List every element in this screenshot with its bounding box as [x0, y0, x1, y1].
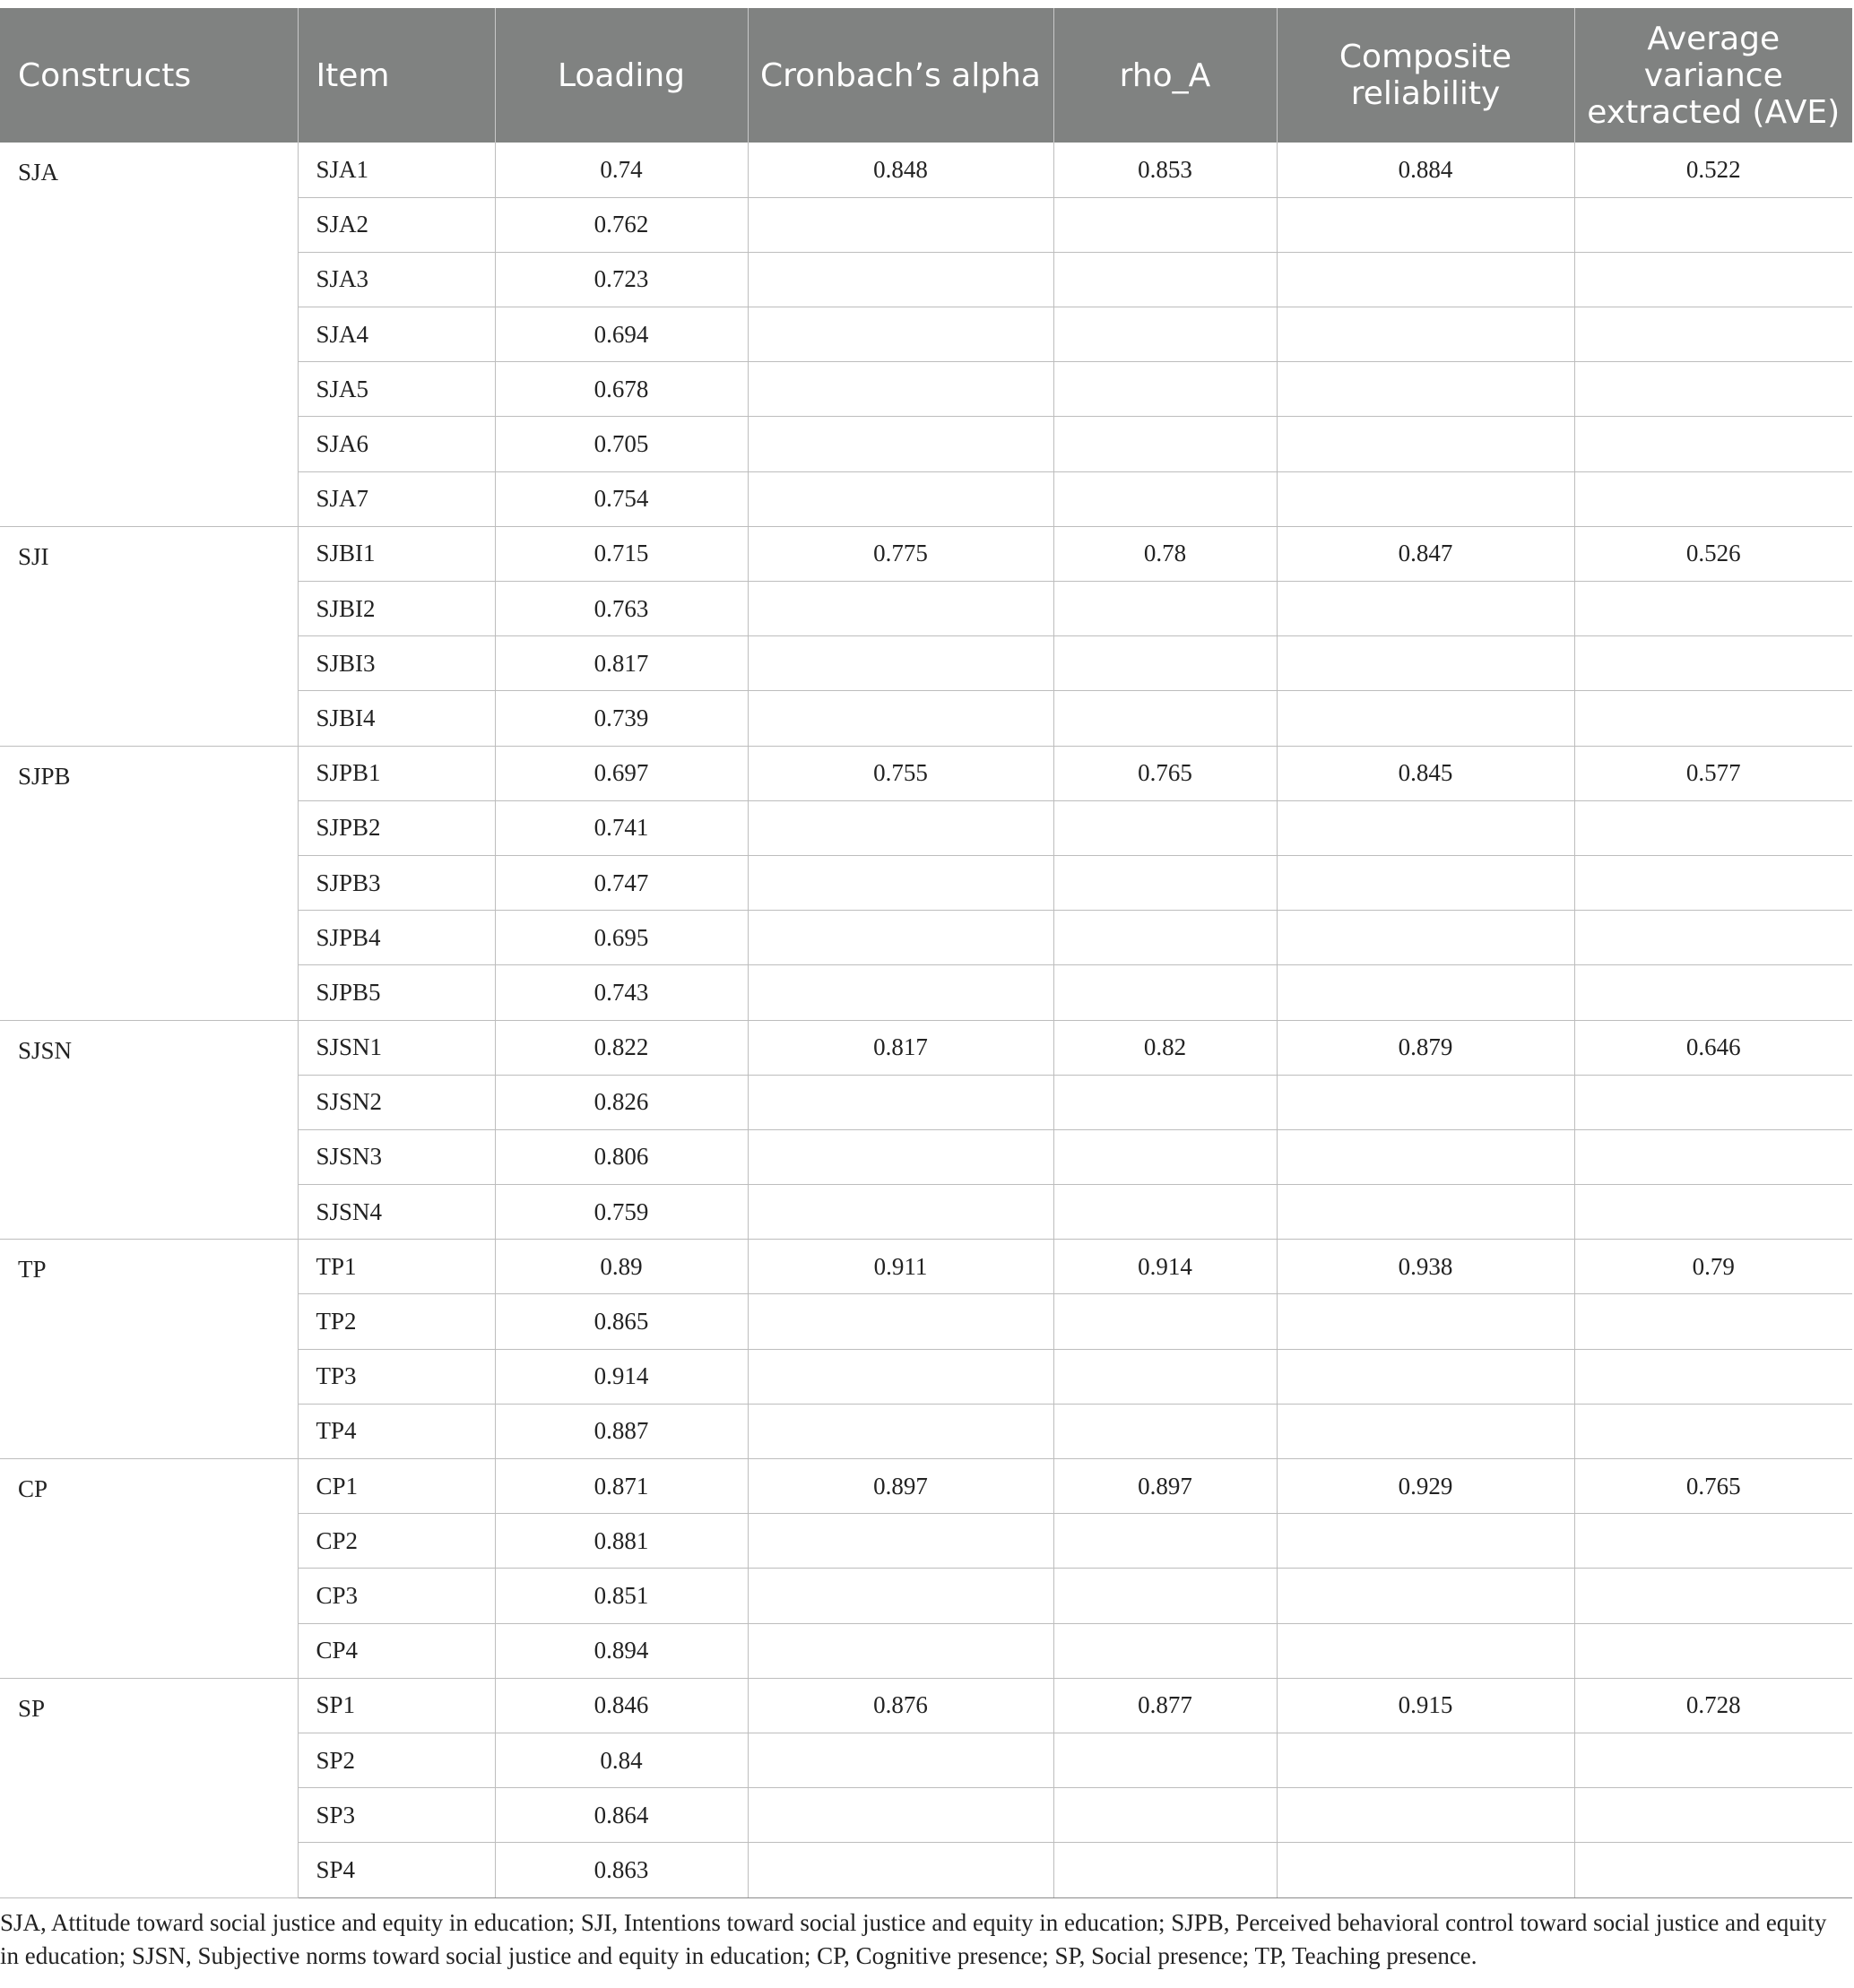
- item-cell: TP4: [298, 1404, 495, 1458]
- ave-cell: 0.526: [1574, 526, 1852, 581]
- loading-cell: 0.705: [495, 417, 748, 471]
- ave-cell: [1574, 1294, 1852, 1349]
- loading-cell: 0.697: [495, 746, 748, 800]
- loading-cell: 0.678: [495, 362, 748, 417]
- ave-cell: [1574, 965, 1852, 1020]
- cronbach-alpha-cell: [748, 1843, 1053, 1897]
- ave-cell: 0.646: [1574, 1020, 1852, 1075]
- composite-reliability-cell: [1277, 1349, 1574, 1404]
- composite-reliability-cell: [1277, 417, 1574, 471]
- table-row: [0, 1240, 1852, 1294]
- rho-a-cell: [1053, 252, 1277, 307]
- cronbach-alpha-cell: 0.817: [748, 1020, 1053, 1075]
- ave-cell: [1574, 307, 1852, 362]
- item-cell: SJA2: [298, 197, 495, 252]
- reliability-table: [0, 8, 1852, 1898]
- rho-a-cell: [1053, 1514, 1277, 1569]
- ave-cell: [1574, 636, 1852, 691]
- loading-cell: 0.817: [495, 636, 748, 691]
- header-cronbach-alpha: Cronbach’s alpha: [748, 8, 1053, 143]
- composite-reliability-cell: [1277, 855, 1574, 910]
- composite-reliability-cell: 0.938: [1277, 1240, 1574, 1294]
- cronbach-alpha-cell: [748, 1349, 1053, 1404]
- rho-a-cell: [1053, 1788, 1277, 1843]
- ave-cell: [1574, 252, 1852, 307]
- table-row: [0, 1020, 1852, 1075]
- ave-cell: [1574, 362, 1852, 417]
- loading-cell: 0.851: [495, 1569, 748, 1623]
- composite-reliability-cell: [1277, 1129, 1574, 1184]
- item-cell: SJA1: [298, 143, 495, 197]
- composite-reliability-cell: [1277, 582, 1574, 636]
- loading-cell: 0.846: [495, 1678, 748, 1733]
- item-cell: SJSN1: [298, 1020, 495, 1075]
- item-cell: SP1: [298, 1678, 495, 1733]
- cronbach-alpha-cell: [748, 1404, 1053, 1458]
- loading-cell: 0.864: [495, 1788, 748, 1843]
- composite-reliability-cell: [1277, 1788, 1574, 1843]
- cronbach-alpha-cell: [748, 1569, 1053, 1623]
- item-cell: SJA5: [298, 362, 495, 417]
- cronbach-alpha-cell: [748, 307, 1053, 362]
- rho-a-cell: 0.897: [1053, 1459, 1277, 1514]
- construct-cell: SJI: [0, 526, 298, 746]
- loading-cell: 0.74: [495, 143, 748, 197]
- rho-a-cell: 0.877: [1053, 1678, 1277, 1733]
- table-row: [0, 526, 1852, 581]
- rho-a-cell: [1053, 911, 1277, 965]
- composite-reliability-cell: 0.845: [1277, 746, 1574, 800]
- item-cell: CP3: [298, 1569, 495, 1623]
- composite-reliability-cell: [1277, 800, 1574, 855]
- composite-reliability-cell: 0.929: [1277, 1459, 1574, 1514]
- rho-a-cell: [1053, 1294, 1277, 1349]
- composite-reliability-cell: 0.915: [1277, 1678, 1574, 1733]
- item-cell: SJA3: [298, 252, 495, 307]
- construct-cell: SP: [0, 1678, 298, 1897]
- rho-a-cell: [1053, 1733, 1277, 1787]
- ave-cell: [1574, 1349, 1852, 1404]
- ave-cell: [1574, 582, 1852, 636]
- rho-a-cell: 0.853: [1053, 143, 1277, 197]
- rho-a-cell: [1053, 855, 1277, 910]
- loading-cell: 0.806: [495, 1129, 748, 1184]
- ave-cell: [1574, 1733, 1852, 1787]
- ave-cell: 0.79: [1574, 1240, 1852, 1294]
- loading-cell: 0.743: [495, 965, 748, 1020]
- header-row: [0, 8, 1852, 143]
- item-cell: SJSN2: [298, 1075, 495, 1129]
- cronbach-alpha-cell: [748, 965, 1053, 1020]
- composite-reliability-cell: [1277, 636, 1574, 691]
- rho-a-cell: 0.914: [1053, 1240, 1277, 1294]
- cronbach-alpha-cell: 0.775: [748, 526, 1053, 581]
- loading-cell: 0.826: [495, 1075, 748, 1129]
- rho-a-cell: [1053, 800, 1277, 855]
- rho-a-cell: [1053, 1129, 1277, 1184]
- loading-cell: 0.763: [495, 582, 748, 636]
- loading-cell: 0.881: [495, 1514, 748, 1569]
- ave-cell: [1574, 855, 1852, 910]
- rho-a-cell: [1053, 417, 1277, 471]
- loading-cell: 0.694: [495, 307, 748, 362]
- cronbach-alpha-cell: [748, 1623, 1053, 1678]
- item-cell: TP1: [298, 1240, 495, 1294]
- item-cell: SJBI2: [298, 582, 495, 636]
- header-loading: Loading: [495, 8, 748, 143]
- item-cell: SJPB4: [298, 911, 495, 965]
- composite-reliability-cell: [1277, 1185, 1574, 1240]
- composite-reliability-cell: [1277, 1075, 1574, 1129]
- cronbach-alpha-cell: [748, 1129, 1053, 1184]
- table-header: [0, 8, 1852, 143]
- ave-cell: [1574, 1404, 1852, 1458]
- construct-cell: TP: [0, 1240, 298, 1459]
- cronbach-alpha-cell: 0.755: [748, 746, 1053, 800]
- loading-cell: 0.887: [495, 1404, 748, 1458]
- ave-cell: [1574, 1569, 1852, 1623]
- composite-reliability-cell: [1277, 197, 1574, 252]
- cronbach-alpha-cell: [748, 691, 1053, 746]
- cronbach-alpha-cell: [748, 855, 1053, 910]
- composite-reliability-cell: [1277, 1514, 1574, 1569]
- cronbach-alpha-cell: 0.911: [748, 1240, 1053, 1294]
- composite-reliability-cell: 0.847: [1277, 526, 1574, 581]
- composite-reliability-cell: [1277, 471, 1574, 526]
- item-cell: SJBI3: [298, 636, 495, 691]
- header-constructs: Constructs: [0, 8, 298, 143]
- ave-cell: [1574, 1185, 1852, 1240]
- cronbach-alpha-cell: 0.848: [748, 143, 1053, 197]
- ave-cell: [1574, 1075, 1852, 1129]
- composite-reliability-cell: [1277, 911, 1574, 965]
- ave-cell: [1574, 1514, 1852, 1569]
- composite-reliability-cell: [1277, 362, 1574, 417]
- item-cell: SJSN4: [298, 1185, 495, 1240]
- table-row: [0, 143, 1852, 197]
- item-cell: SP2: [298, 1733, 495, 1787]
- header-rho-a: rho_A: [1053, 8, 1277, 143]
- header-item: Item: [298, 8, 495, 143]
- header-composite-reliability: Composite reliability: [1277, 8, 1574, 143]
- loading-cell: 0.865: [495, 1294, 748, 1349]
- item-cell: SJPB1: [298, 746, 495, 800]
- header-ave: Average variance extracted (AVE): [1574, 8, 1852, 143]
- rho-a-cell: [1053, 1569, 1277, 1623]
- composite-reliability-cell: 0.879: [1277, 1020, 1574, 1075]
- item-cell: TP2: [298, 1294, 495, 1349]
- item-cell: TP3: [298, 1349, 495, 1404]
- cronbach-alpha-cell: [748, 362, 1053, 417]
- ave-cell: [1574, 471, 1852, 526]
- rho-a-cell: [1053, 1843, 1277, 1897]
- loading-cell: 0.747: [495, 855, 748, 910]
- rho-a-cell: [1053, 1075, 1277, 1129]
- cronbach-alpha-cell: 0.876: [748, 1678, 1053, 1733]
- item-cell: SP4: [298, 1843, 495, 1897]
- loading-cell: 0.871: [495, 1459, 748, 1514]
- ave-cell: [1574, 1843, 1852, 1897]
- cronbach-alpha-cell: 0.897: [748, 1459, 1053, 1514]
- cronbach-alpha-cell: [748, 471, 1053, 526]
- rho-a-cell: [1053, 1404, 1277, 1458]
- ave-cell: 0.728: [1574, 1678, 1852, 1733]
- loading-cell: 0.822: [495, 1020, 748, 1075]
- table-container: [0, 8, 1854, 1898]
- ave-cell: 0.577: [1574, 746, 1852, 800]
- ave-cell: [1574, 1623, 1852, 1678]
- item-cell: SJA6: [298, 417, 495, 471]
- rho-a-cell: [1053, 471, 1277, 526]
- loading-cell: 0.863: [495, 1843, 748, 1897]
- table-body: [0, 143, 1852, 1897]
- loading-cell: 0.715: [495, 526, 748, 581]
- cronbach-alpha-cell: [748, 1185, 1053, 1240]
- item-cell: SJA4: [298, 307, 495, 362]
- composite-reliability-cell: [1277, 1294, 1574, 1349]
- composite-reliability-cell: [1277, 1623, 1574, 1678]
- composite-reliability-cell: [1277, 307, 1574, 362]
- cronbach-alpha-cell: [748, 800, 1053, 855]
- item-cell: SJBI4: [298, 691, 495, 746]
- cronbach-alpha-cell: [748, 1075, 1053, 1129]
- ave-cell: [1574, 1788, 1852, 1843]
- loading-cell: 0.723: [495, 252, 748, 307]
- item-cell: SJPB2: [298, 800, 495, 855]
- composite-reliability-cell: [1277, 691, 1574, 746]
- composite-reliability-cell: [1277, 965, 1574, 1020]
- rho-a-cell: [1053, 965, 1277, 1020]
- loading-cell: 0.762: [495, 197, 748, 252]
- rho-a-cell: [1053, 691, 1277, 746]
- cronbach-alpha-cell: [748, 252, 1053, 307]
- rho-a-cell: [1053, 1185, 1277, 1240]
- item-cell: SJSN3: [298, 1129, 495, 1184]
- cronbach-alpha-cell: [748, 1733, 1053, 1787]
- item-cell: SJBI1: [298, 526, 495, 581]
- composite-reliability-cell: [1277, 1404, 1574, 1458]
- loading-cell: 0.754: [495, 471, 748, 526]
- rho-a-cell: 0.82: [1053, 1020, 1277, 1075]
- ave-cell: [1574, 197, 1852, 252]
- rho-a-cell: [1053, 197, 1277, 252]
- cronbach-alpha-cell: [748, 1788, 1053, 1843]
- ave-cell: 0.522: [1574, 143, 1852, 197]
- rho-a-cell: [1053, 582, 1277, 636]
- item-cell: SJPB3: [298, 855, 495, 910]
- construct-cell: SJSN: [0, 1020, 298, 1240]
- loading-cell: 0.914: [495, 1349, 748, 1404]
- construct-cell: SJA: [0, 143, 298, 526]
- composite-reliability-cell: [1277, 1843, 1574, 1897]
- composite-reliability-cell: 0.884: [1277, 143, 1574, 197]
- rho-a-cell: [1053, 1349, 1277, 1404]
- ave-cell: [1574, 417, 1852, 471]
- loading-cell: 0.894: [495, 1623, 748, 1678]
- construct-cell: CP: [0, 1459, 298, 1679]
- table-footnote: SJA, Attitude toward social justice and equity in education; SJI, Intentions toward social justice and equity in education; SJPB, Perceived behavioral control toward social justice and equity in education; SJSN, Subjective norms toward social justice and equity in education; CP, Cognitive presence; SP, Social presence; TP, Teaching presence.: [0, 1909, 1827, 1969]
- cronbach-alpha-cell: [748, 1294, 1053, 1349]
- composite-reliability-cell: [1277, 252, 1574, 307]
- cronbach-alpha-cell: [748, 582, 1053, 636]
- composite-reliability-cell: [1277, 1569, 1574, 1623]
- table-row: [0, 746, 1852, 800]
- rho-a-cell: [1053, 1623, 1277, 1678]
- construct-cell: SJPB: [0, 746, 298, 1020]
- item-cell: CP1: [298, 1459, 495, 1514]
- cronbach-alpha-cell: [748, 1514, 1053, 1569]
- ave-cell: [1574, 691, 1852, 746]
- loading-cell: 0.84: [495, 1733, 748, 1787]
- ave-cell: [1574, 800, 1852, 855]
- cronbach-alpha-cell: [748, 417, 1053, 471]
- loading-cell: 0.695: [495, 911, 748, 965]
- cronbach-alpha-cell: [748, 636, 1053, 691]
- table-row: [0, 1459, 1852, 1514]
- rho-a-cell: [1053, 362, 1277, 417]
- composite-reliability-cell: [1277, 1733, 1574, 1787]
- ave-cell: [1574, 911, 1852, 965]
- rho-a-cell: [1053, 307, 1277, 362]
- table-row: [0, 1678, 1852, 1733]
- item-cell: SJPB5: [298, 965, 495, 1020]
- item-cell: SJA7: [298, 471, 495, 526]
- item-cell: SP3: [298, 1788, 495, 1843]
- item-cell: CP4: [298, 1623, 495, 1678]
- ave-cell: [1574, 1129, 1852, 1184]
- rho-a-cell: [1053, 636, 1277, 691]
- ave-cell: 0.765: [1574, 1459, 1852, 1514]
- loading-cell: 0.739: [495, 691, 748, 746]
- item-cell: CP2: [298, 1514, 495, 1569]
- loading-cell: 0.89: [495, 1240, 748, 1294]
- cronbach-alpha-cell: [748, 911, 1053, 965]
- rho-a-cell: 0.78: [1053, 526, 1277, 581]
- loading-cell: 0.741: [495, 800, 748, 855]
- loading-cell: 0.759: [495, 1185, 748, 1240]
- cronbach-alpha-cell: [748, 197, 1053, 252]
- rho-a-cell: 0.765: [1053, 746, 1277, 800]
